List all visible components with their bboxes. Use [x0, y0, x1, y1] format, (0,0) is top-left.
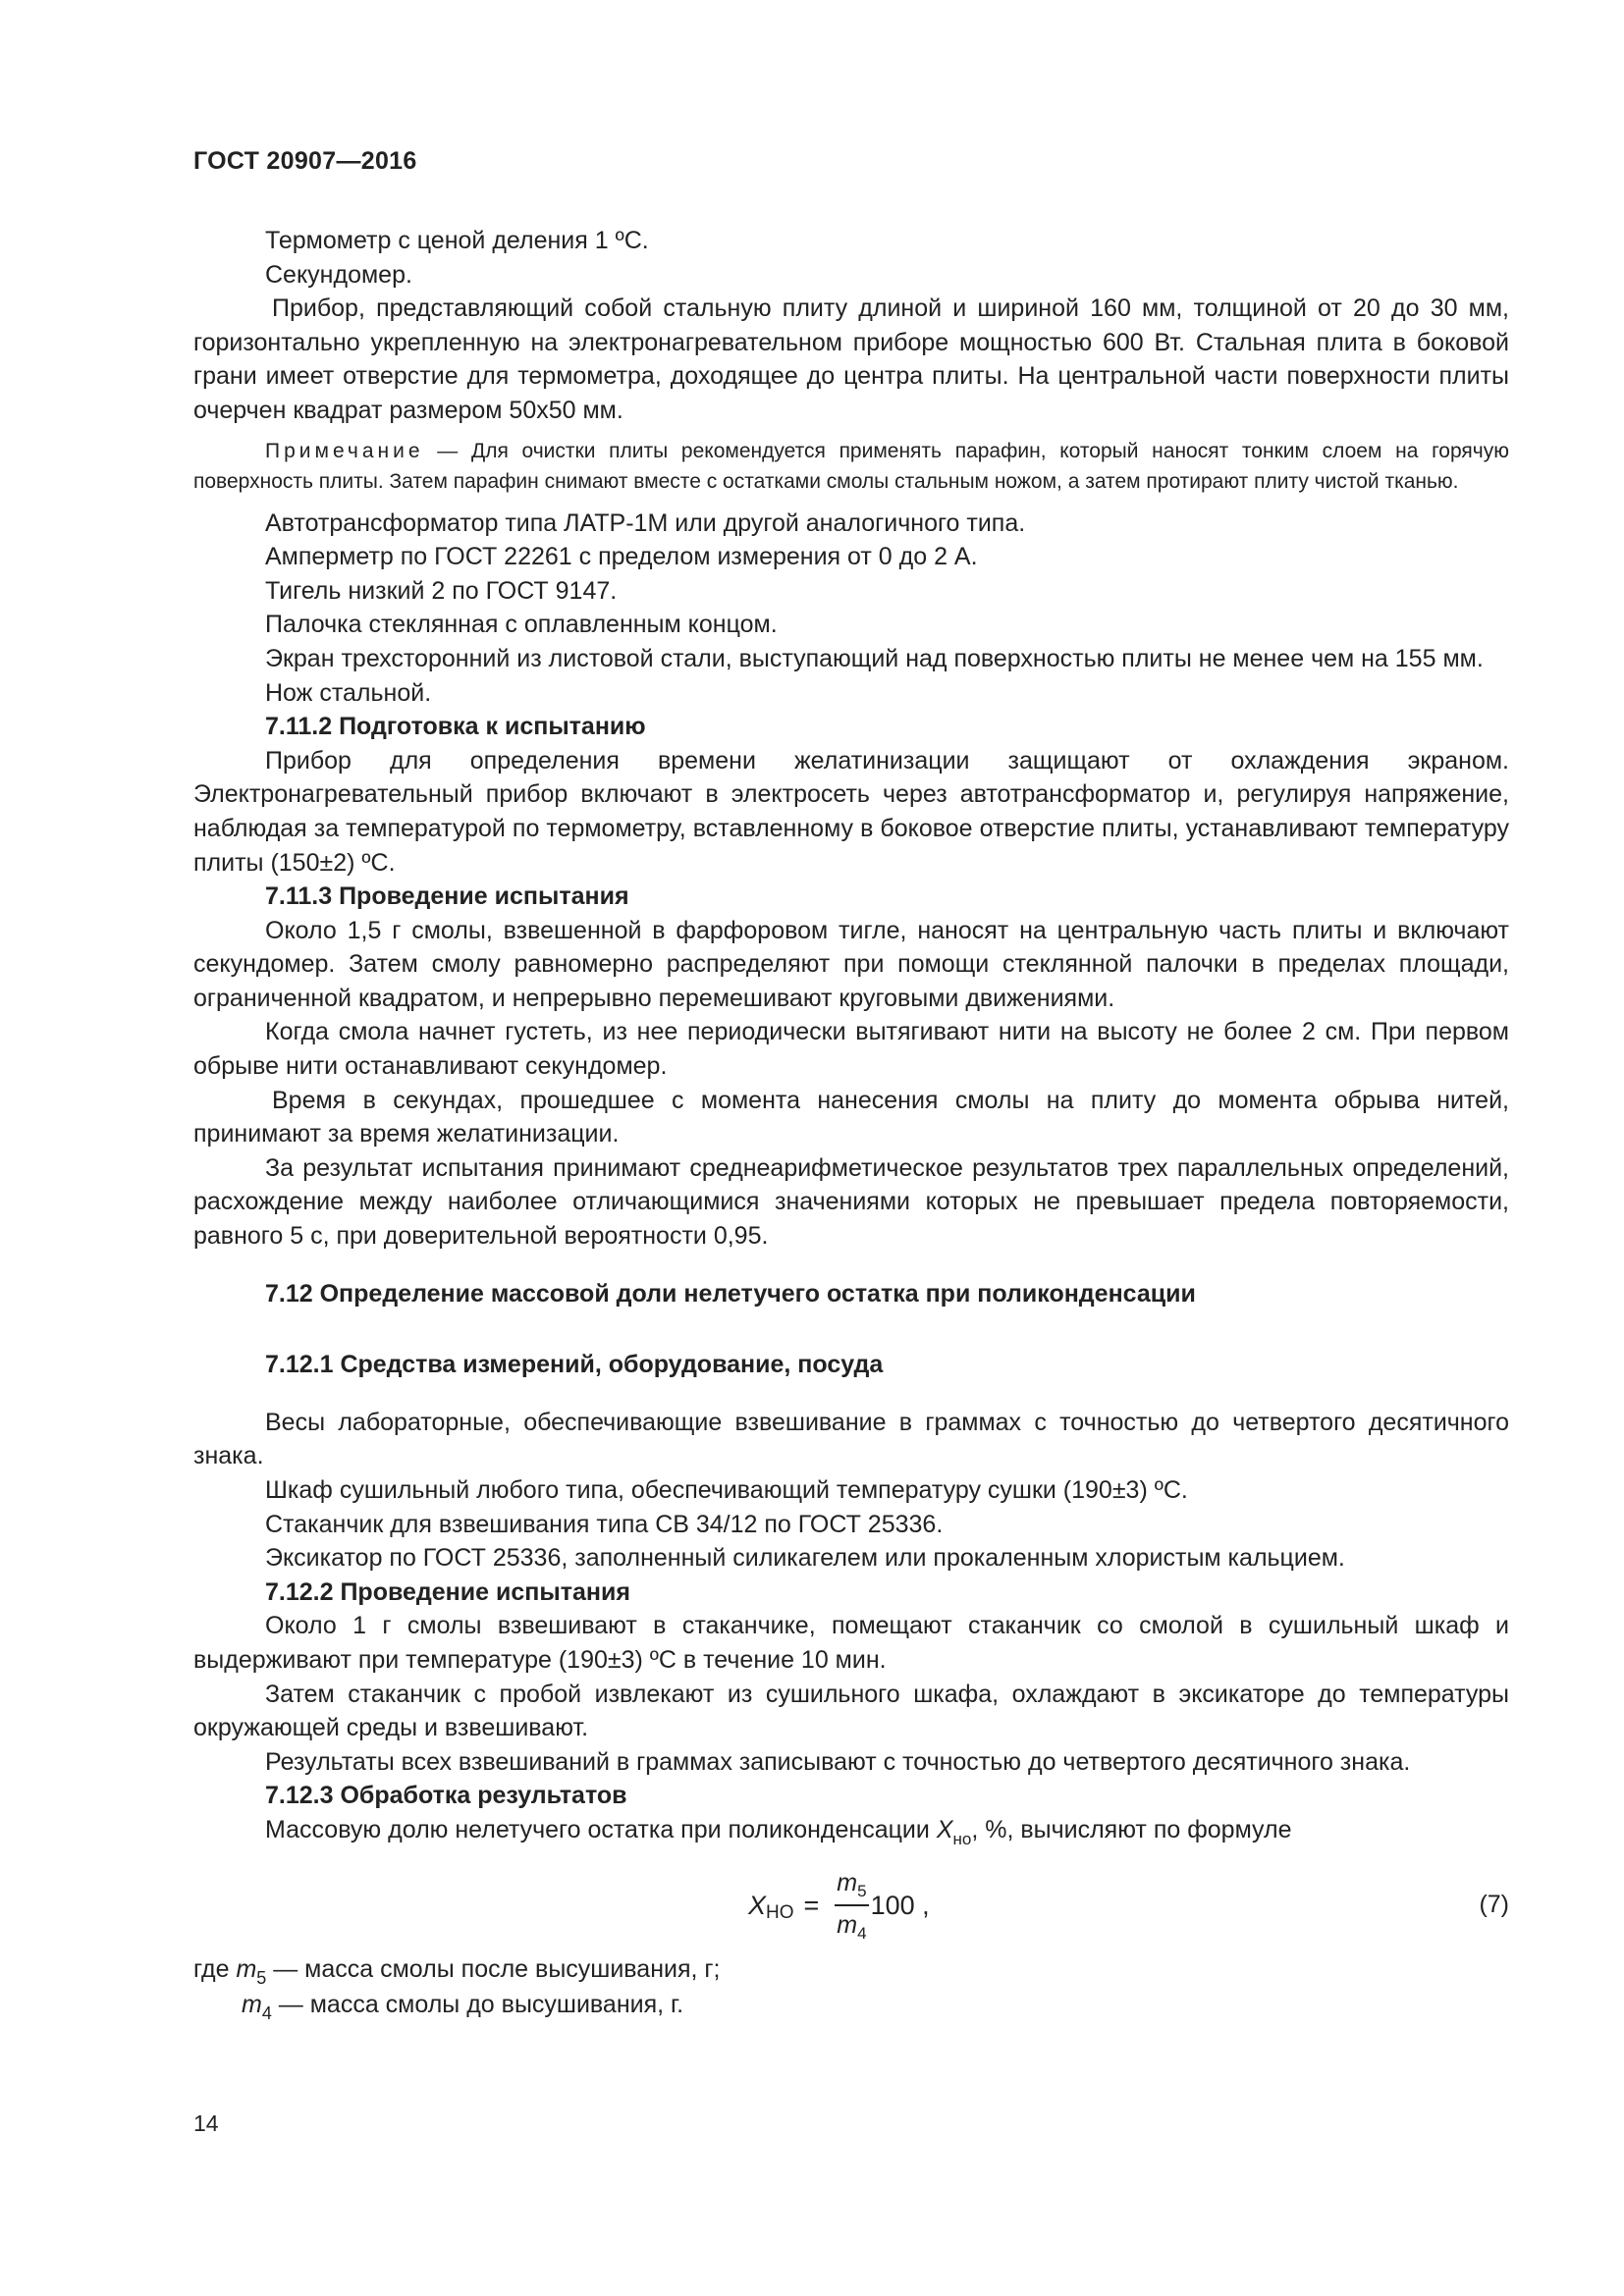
section-heading: 7.12 Определение массовой доли нелетучего остатка при поликонденсации [265, 1279, 1196, 1308]
paragraph: Экран трехсторонний из листовой стали, выступающий над поверхностью плиты не менее чем на 155 мм. [265, 644, 1484, 672]
section-heading: 7.12.2 Проведение испытания [265, 1577, 630, 1606]
variable-subscript: но [952, 1829, 972, 1848]
numerator-subscript: 5 [857, 1881, 867, 1900]
paragraph: Время в секундах, прошедшее с момента нанесения смолы на плиту до момента обрыва нитей, принимают за время желатинизации. [193, 1086, 1509, 1148]
document-body [193, 224, 1509, 2024]
formula-row [193, 1854, 1509, 1952]
formula-lhs-subscript: НО [766, 1901, 794, 1923]
paragraph [193, 1813, 1509, 1850]
note [193, 436, 1509, 497]
paragraph: Автотрансформатор типа ЛАТР-1М или другой аналогичного типа. [265, 508, 1026, 537]
where-block [193, 1952, 1509, 2024]
paragraph: Стаканчик для взвешивания типа СВ 34/12 по ГОСТ 25336. [265, 1510, 944, 1538]
where-line [193, 1952, 1509, 1989]
denominator-var: m [837, 1911, 858, 1940]
paragraph: Прибор для определения времени желатинизации защищают от охлаждения экраном. Электронагревательный прибор включают в электросеть через автотрансформатор и, регулируя напряжение, наблюдая за температурой по термометру, вставленному в боковое отверстие плиты, устанавливают температуру плиты (150±2) ºС. [193, 746, 1509, 877]
where-prefix: где [193, 1954, 237, 1983]
paragraph: Секундомер. [265, 260, 412, 289]
paragraph-text: , %, вычисляют по формуле [971, 1815, 1292, 1843]
where-line [193, 1988, 1509, 2024]
where-var-letter: m [236, 1954, 257, 1983]
note-text: — Для очистки плиты рекомендуется применять парафин, который наносят тонким слоем на горячую поверхность плиты. Затем парафин снимают вместе с остатками смолы стальным ножом, а затем протирают плиту чистой тканью. [193, 439, 1509, 493]
paragraph: Эксикатор по ГОСТ 25336, заполненный силикагелем или прокаленным хлористым кальцием. [265, 1544, 1345, 1573]
where-var [236, 1954, 267, 1988]
note-label: Примечание [265, 439, 424, 462]
where-var-subscript: 5 [256, 1967, 267, 1988]
paragraph: Тигель низкий 2 по ГОСТ 9147. [265, 576, 618, 605]
where-definition: — масса смолы после высушивания, г; [266, 1954, 721, 1983]
formula-equals: = [803, 1890, 820, 1920]
formula-fraction [835, 1866, 868, 1946]
section-heading: 7.12.1 Средства измерений, оборудование, посуда [265, 1351, 884, 1379]
paragraph: Амперметр по ГОСТ 22261 с пределом измерения от 0 до 2 А. [265, 543, 978, 571]
formula-number: (7) [1479, 1890, 1509, 1918]
formula-lhs-var: X [748, 1890, 767, 1920]
paragraph: Шкаф сушильный любого типа, обеспечивающий температуру сушки (190±3) ºС. [265, 1476, 1188, 1504]
variable-x: X [936, 1815, 953, 1843]
paragraph: Когда смола начнет густеть, из нее периодически вытягивают нити на высоту не более 2 см. При первом обрыве нити останавливают секундомер. [193, 1018, 1509, 1081]
page-number: 14 [193, 2110, 219, 2136]
paragraph: Результаты всех взвешиваний в граммах записывают с точностью до четвертого десятичного знака. [265, 1747, 1411, 1776]
formula-factor: 100 , [870, 1890, 930, 1920]
numerator-var: m [837, 1868, 858, 1896]
paragraph: Около 1,5 г смолы, взвешенной в фарфоровом тигле, наносят на центральную часть плиты и включают секундомер. Затем смолу равномерно распределяют при помощи стеклянной палочки в пределах площади, ограниченной квадратом, и непрерывно перемешивают круговыми движениями. [193, 916, 1509, 1012]
standard-header: ГОСТ 20907—2016 [193, 147, 417, 175]
paragraph: Весы лабораторные, обеспечивающие взвешивание в граммах с точностью до четвертого десятичного знака. [193, 1408, 1509, 1470]
paragraph: Затем стаканчик с пробой извлекают из сушильного шкафа, охлаждают в эксикаторе до температуры окружающей среды и взвешивают. [193, 1680, 1509, 1742]
where-var [242, 1991, 272, 2024]
where-var-subscript: 4 [261, 2003, 272, 2024]
where-var-letter: m [242, 1991, 262, 2019]
section-heading: 7.12.3 Обработка результатов [265, 1782, 627, 1810]
where-definition: — масса смолы до высушивания, г. [271, 1991, 684, 2019]
paragraph: Около 1 г смолы взвешивают в стаканчике, помещают стаканчик со смолой в сушильный шкаф и выдерживают при температуре (190±3) ºС в течение 10 мин. [193, 1612, 1509, 1674]
section-heading: 7.11.3 Проведение испытания [265, 882, 629, 911]
paragraph: Термометр с ценой деления 1 ºС. [265, 227, 649, 254]
denominator-subscript: 4 [857, 1924, 867, 1944]
formula-numerator [835, 1866, 868, 1907]
paragraph: Прибор, представляющий собой стальную плиту длиной и шириной 160 мм, толщиной от 20 до 30 мм, горизонтально укрепленную на электронагревательном приборе мощностью 600 Вт. Стальная плита в боковой грани имеет отверстие для термометра, доходящее до центра плиты. На центральной части поверхности плиты очерчен квадрат размером 50х50 мм. [193, 294, 1509, 424]
paragraph: За результат испытания принимают среднеарифметическое результатов трех параллельных определений, расхождение между наиболее отличающимися значениями которых не превышает предела повторяемости, равного 5 с, при доверительной вероятности 0,95. [193, 1153, 1509, 1251]
section-heading: 7.11.2 Подготовка к испытанию [265, 713, 646, 741]
paragraph: Палочка стеклянная с оплавленным концом. [265, 611, 778, 639]
paragraph: Нож стальной. [265, 678, 432, 707]
paragraph-text: Массовую долю нелетучего остатка при поликонденсации [265, 1815, 937, 1843]
formula-denominator [835, 1906, 868, 1946]
formula [748, 1866, 930, 1946]
